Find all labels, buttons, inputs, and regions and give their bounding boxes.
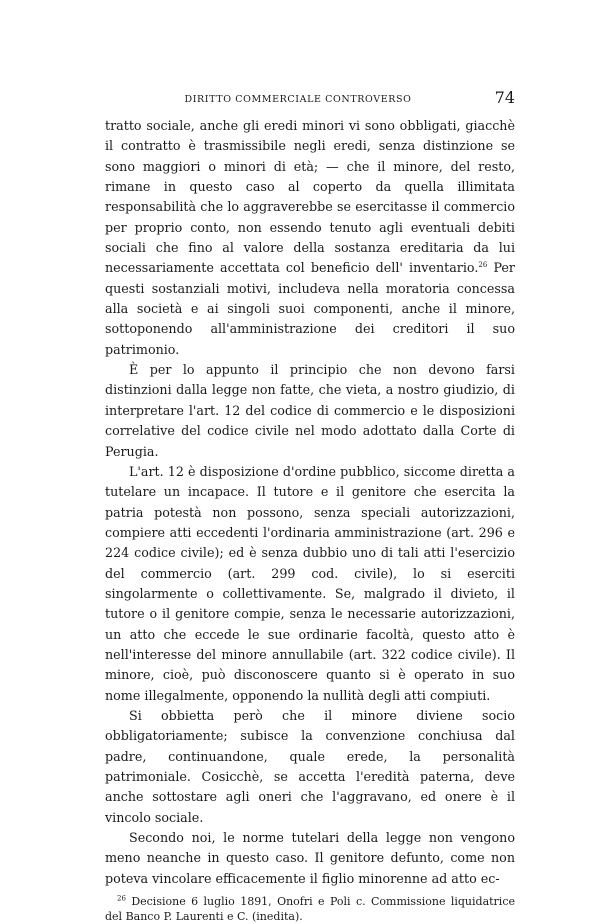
paragraph-5: Secondo noi, le norme tutelari della legge non vengono meno neanche in questo caso. Il genitore defunto, come non poteva vincolare efficacemente il figlio minorenne ad atto ec-	[105, 830, 515, 886]
footnote-mark: 26	[117, 894, 126, 903]
footnote-reference-26: 26	[478, 261, 488, 270]
page-header	[105, 88, 515, 112]
paragraph-1-text-a: tratto sociale, anche gli eredi minori vi sono obbligati, giacchè il contratto è trasmissibile negli eredi, senza distinzione se sono maggiori o minori di età; — che il minore, del resto, rimane in questo caso al coperto da quella illimitata responsabilità che lo aggraverebbe se esercitasse il commercio per proprio conto, non essendo tenuto agli eventuali debiti sociali che fino al valore della sostanza ereditaria da lui necessariamente accettata col beneficio dell' inventario.	[105, 118, 515, 276]
book-page	[105, 88, 515, 924]
paragraph-2: È per lo appunto il principio che non devono farsi distinzioni dalla legge non fatte, che vieta, a nostro giudizio, di interpretare l'art. 12 del codice di commercio e le disposizioni correlative del codice civile nel modo adottato dalla Corte di Perugia.	[105, 362, 515, 459]
page-number: 74	[494, 88, 515, 107]
paragraph-1	[105, 116, 515, 360]
footnote-text: Decisione 6 luglio 1891, Onofri e Poli c. Commissione liquidatrice del Banco P. Laurenti e C. (inedita).	[105, 895, 515, 924]
paragraph-3: L'art. 12 è disposizione d'ordine pubblico, siccome diretta a tutelare un incapace. Il tutore e il genitore che esercita la patria potestà non possono, senza speciali autorizzazioni, compiere atti eccedenti l'ordinaria amministrazione (art. 296 e 224 codice civile); ed è senza dubbio uno di tali atti l'esercizio del commercio (art. 299 cod. civile), lo si eserciti singolarmente o collettivamente. Se, malgrado il divieto, il tutore o il genitore compie, senza le necessarie autorizzazioni, un atto che eccede le sue ordinarie facoltà, questo atto è nell'interesse del minore annullabile (art. 322 codice civile). Il minore, cioè, può disconoscere quanto si è operato in suo nome illegalmente, opponendo la nullità degli atti compiuti.	[105, 463, 515, 703]
body-text	[105, 116, 515, 889]
running-head: DIRITTO COMMERCIALE CONTROVERSO	[184, 94, 412, 105]
paragraph-1-text-b: Per questi sostanziali motivi, includeva nella moratoria concessa alla società e ai singoli suoi componenti, anche il minore, sottoponendo all'amministrazione dei creditori il suo patrimonio.	[105, 260, 515, 357]
footnote-26	[105, 894, 515, 924]
paragraph-4: Si obbietta però che il minore diviene socio obbligatoriamente; subisce la convenzione conchiusa dal padre, continuandone, quale erede, la personalità patrimoniale. Cosicchè, se accetta l'eredità paterna, deve anche sottostare agli oneri che l'aggravano, ed onere è il vincolo sociale.	[105, 707, 515, 825]
footnotes	[105, 894, 515, 924]
